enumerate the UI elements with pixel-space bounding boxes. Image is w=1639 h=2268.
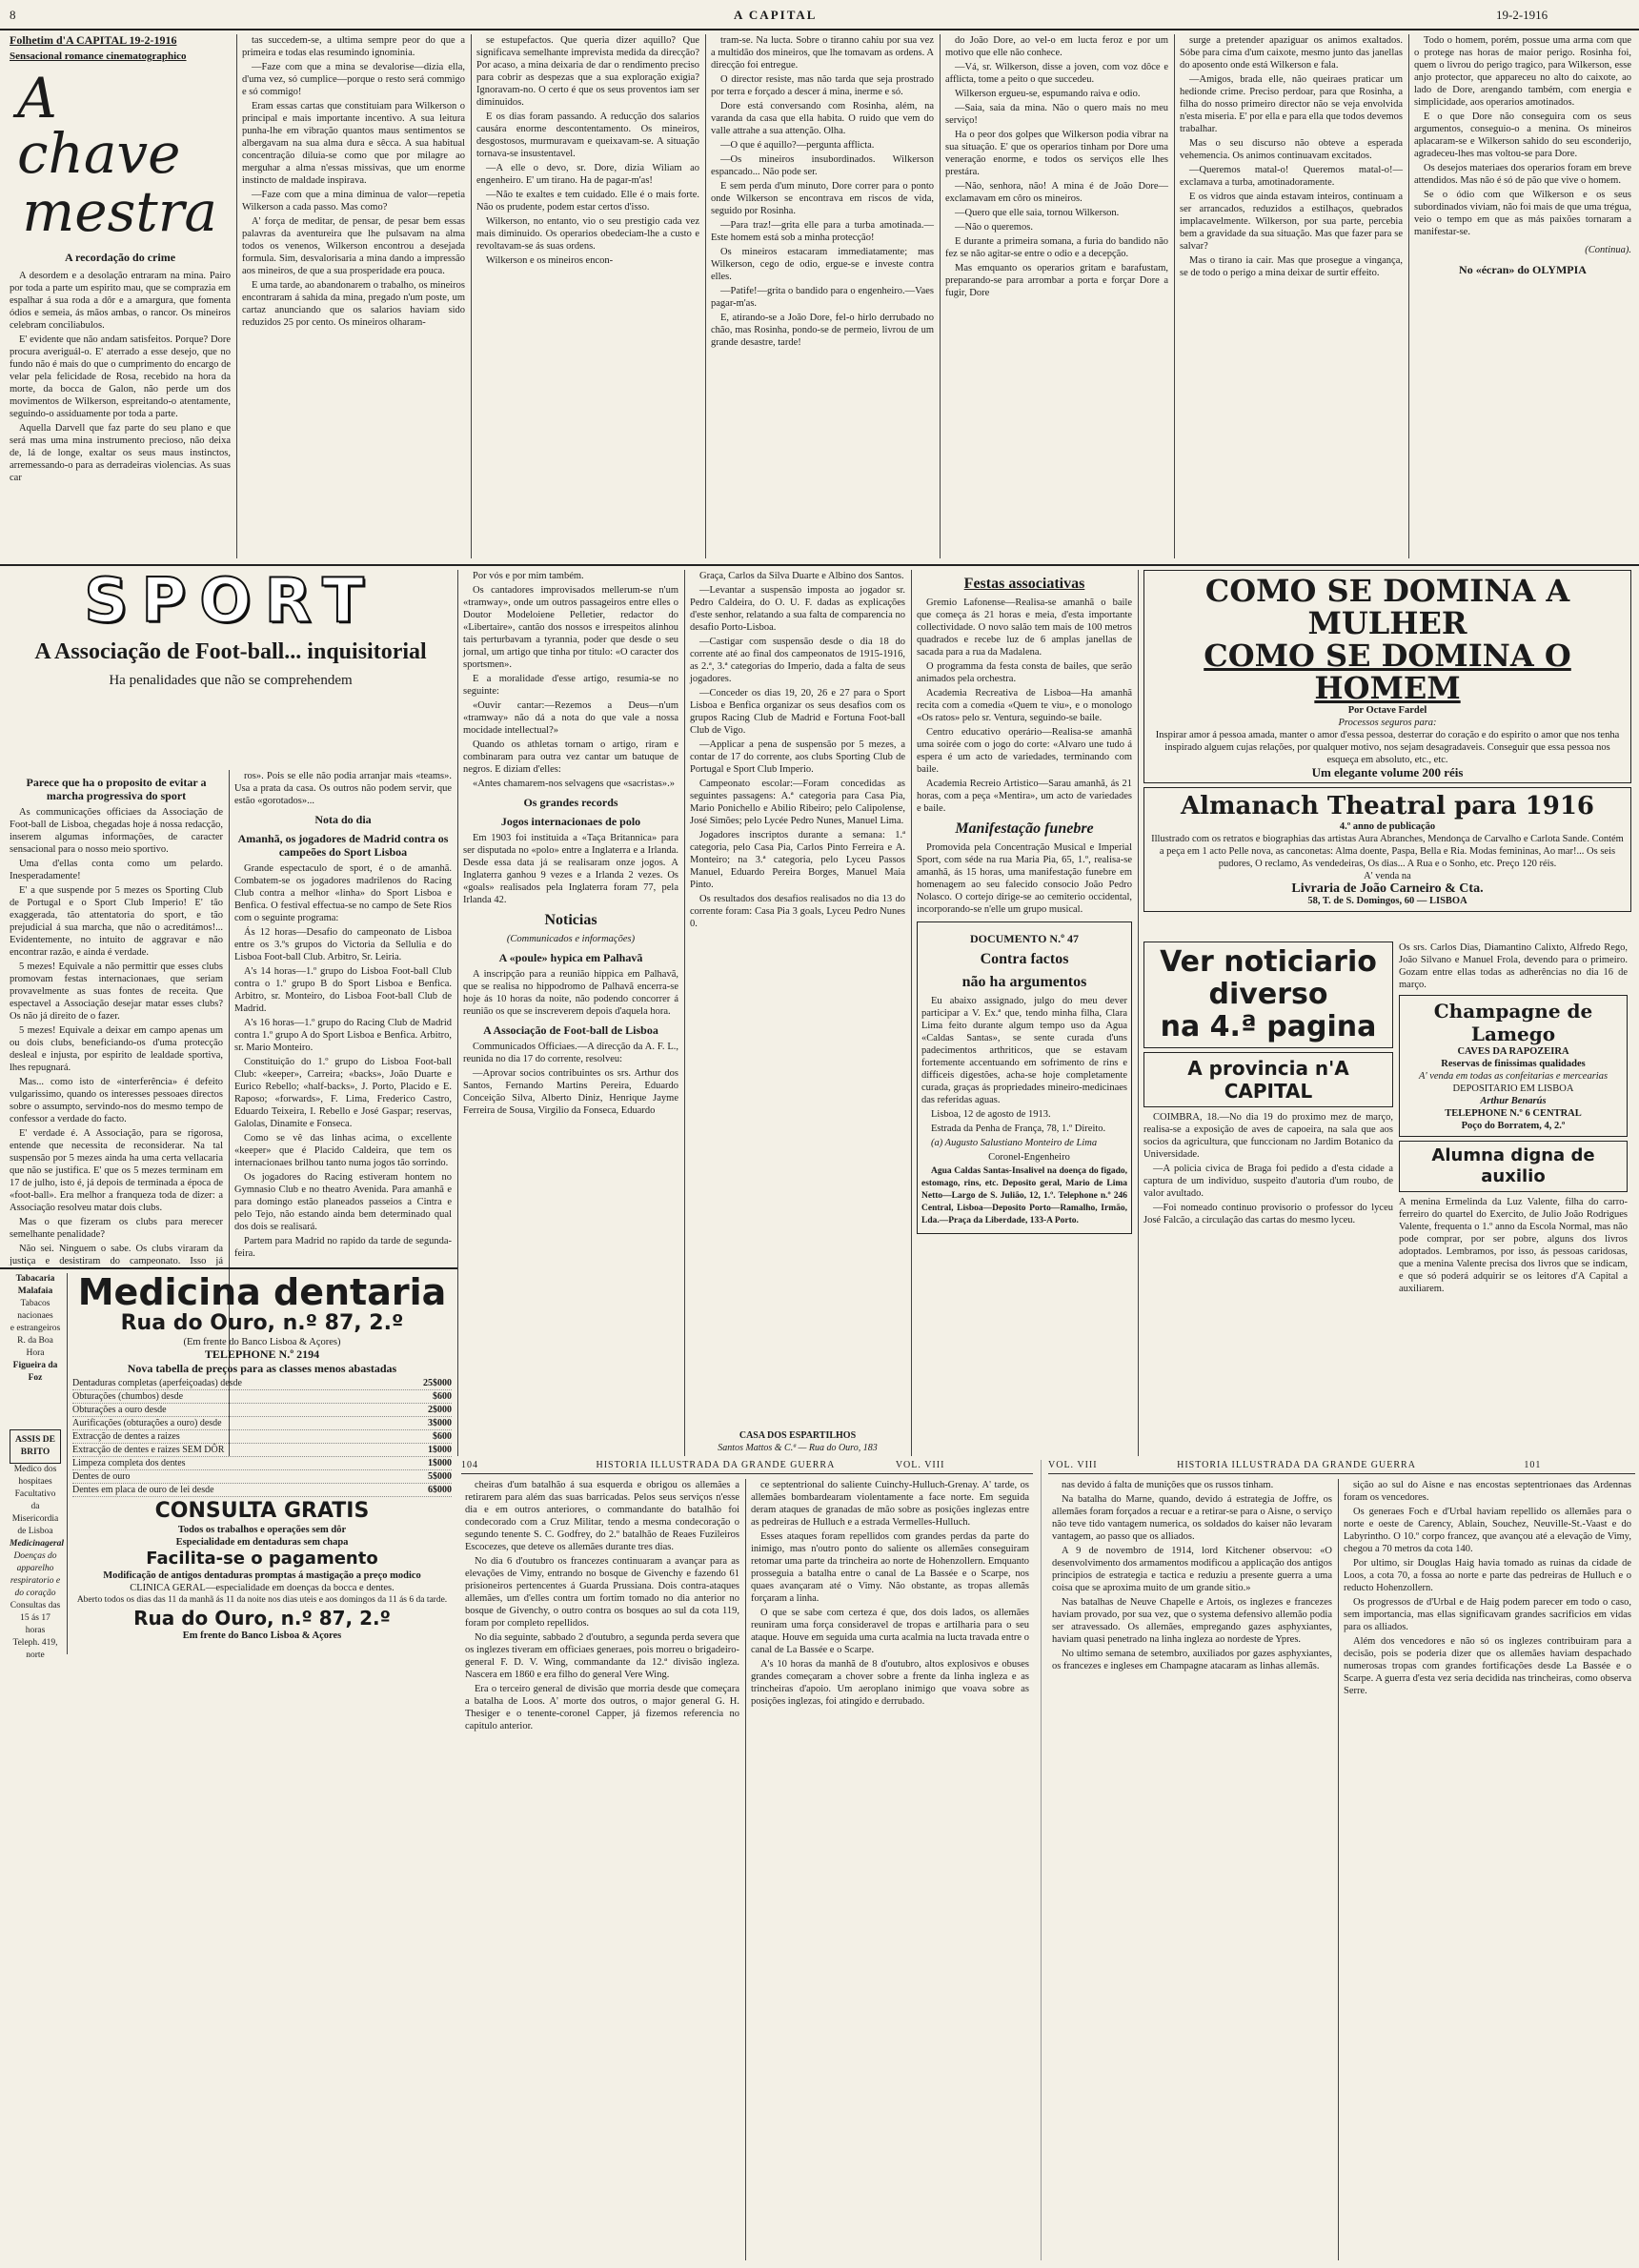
- medicina-table-title: Nova tabella de preços para as classes menos abastadas: [127, 1362, 397, 1375]
- history-page-num: 101: [1524, 1460, 1542, 1470]
- text-paragraph: A 9 de novembro de 1914, lord Kitchener observou: «O desenvolvimento dos armamentos modificou a applicação dos antigos principios de estrategia e tactica e reduziu a presente guerra a uma coisa que se aproxima muito de um grande sitio.»: [1052, 1546, 1332, 1593]
- history-volume: VOL. VIII: [895, 1460, 945, 1470]
- column-rule: [745, 1479, 746, 2260]
- text-paragraph: —Amigos, brada elle, não queiraes praticar um hedionde crime. Preciso perdoar, para que Rosinha, a filha do nosso primeiro director não se veja envolvida n'esta miseria. E' por ella e para ella que todos devemos trabalhar.: [1180, 74, 1403, 134]
- text-paragraph: se estupefactos. Que queria dizer aquillo? Que significava semelhante imprevista medida da direcção? Por acaso, a mina deixaria de dar o rendimento preciso para cobrir as despezas que a sua exploração exigia? Ignoravam-no. O certo é que os seus proventos iam ser diminuidos.: [476, 35, 699, 108]
- price-value: 1$000: [428, 1458, 452, 1468]
- aluna-box: [1399, 1141, 1628, 1192]
- history-title: HISTORIA ILLUSTRADA DA GRANDE GUERRA: [596, 1460, 836, 1470]
- text-paragraph: —A policia civica de Braga foi pedido a d'esta cidade a captura de um individuo, suspeito d'autoria d'um roubo, de valor avultado.: [1143, 1164, 1393, 1199]
- tabacaria-title: Tabacaria Malafaia: [15, 1274, 55, 1296]
- text-paragraph: Eu abaixo assignado, julgo do meu dever participar a V. Ex.ª que, tendo minha filha, Clara Lima feito durante algum tempo uso da Agua «Caldas Santas», se sente curada d'uns padecimentos arthriticos, que se estavam fortemente accentuando em sofrimento de rins e difficeis digestões, acha-se hoje completamente curada, graças ás propriedades mineiro-medicinaes das referidas aguas.: [921, 996, 1127, 1105]
- text-paragraph: —Patife!—grita o bandido para o engenheiro.—Vaes pagar-m'as.: [711, 286, 934, 309]
- assis-line: Medicinageral: [10, 1539, 64, 1549]
- documento-signature: (a) Augusto Salustiano Monteiro de Lima: [931, 1138, 1098, 1148]
- champagne-name: Arthur Benarús: [1480, 1096, 1547, 1106]
- text-paragraph: Os resultados dos desafios realisados no dia 13 do corrente foram: Casa Pia 3 goals, Lyceu Pedro Nunes 0.: [690, 894, 905, 929]
- text-paragraph: No dia 6 d'outubro os francezes continuaram a avançar para as elevações de Vimy, entrando no bosque de Givenchy e fazendo 61 prisioneiros pertencentes á Guarda Prussiana. Dois contra-ataques allemães, um d'elles contra um fortim tomado no dia anterior no bosque de Givenchy, o outro contra os bosques ao sul da cota 119, foram por completo repellidos.: [465, 1556, 739, 1629]
- history-column-3: [1048, 1479, 1336, 2260]
- text-paragraph: E uma tarde, ao abandonarem o trabalho, os mineiros encontraram á sahida da mina, pregado n'um poste, um cartaz anunciando que os salarios haviam sido reduzidos 25 por cento. Os mineiros olharam-: [242, 280, 465, 328]
- price-row: [72, 1470, 452, 1484]
- almanach-text: Illustrado com os retratos e biographias das artistas Aura Abranches, Mendonça de Carvalho e Carlota Sande. Contém a peça em 1 acto Pelle nova, as canconetas: Alma doente, Paspa, Bella e Ria. Modas femininas, Ao mar!... Os seis pudores, O reclamo, As vendedeiras, Os dias... A Rua e o Sonho, etc. Preço 120 réis.: [1151, 834, 1624, 869]
- text-paragraph: Os desejos materiaes dos operarios foram em breve attendidos. Mas não é só de pão que vive o homem.: [1414, 163, 1631, 186]
- almanach-venda: A' venda na: [1364, 871, 1411, 881]
- price-value: 2$000: [428, 1405, 452, 1415]
- text-paragraph: Mas... como isto de «interferência» é defeito vulgarissimo, quando os interesses pessoaes directos sobre o assumpto, servindo-nos do mesmo tempo de confessor a verdade do facto.: [10, 1077, 223, 1124]
- column-rule: [1408, 34, 1409, 558]
- ver-noticiario-box: [1143, 942, 1393, 1048]
- text-paragraph: —Não o queremos.: [955, 222, 1033, 233]
- tabacaria-ad: [6, 1273, 65, 1426]
- column-rule: [236, 34, 237, 558]
- price-value: 25$000: [423, 1378, 452, 1388]
- text-paragraph: Academia Recreio Artistico—Sarau amanhã, ás 21 horas, com a peça «Mentira», um acto de variedades e baile.: [917, 779, 1132, 814]
- text-paragraph: Mas o tirano ia cair. Mas que prosegue a vingança, se de todo o perigo a mina deixar de surtir effeito.: [1180, 255, 1403, 278]
- feuilleton-column-6: [1176, 34, 1406, 558]
- feuilleton-column-5: [941, 34, 1172, 558]
- text-paragraph: —Queremos matal-o! Queremos matal-o!—exclamava a turba, amotinadoramente.: [1180, 165, 1403, 188]
- text-paragraph: ros». Pois se elle não podia arranjar mais «teams». Usa a prata da casa. Os outros não podem servir, que estão «gorotados»...: [234, 771, 452, 806]
- text-paragraph: E o que Dore não conseguira com os seus argumentos, conseguio-o a menina. Os mineiros aplacaram-se e Wilkerson sahido do seu esconderijo, agradeceu-lhes mas voltou-se para Dore.: [1414, 111, 1631, 159]
- text-paragraph: E a moralidade d'esse artigo, resumia-se no seguinte:: [463, 674, 678, 697]
- documento-box: [917, 921, 1132, 1234]
- medicina-address: Rua do Ouro, n.º 87, 2.º: [120, 1311, 404, 1335]
- text-paragraph: ce septentrional do saliente Cuinchy-Hulluch-Grenay. A' tarde, os allemães bombardearam violentamente a face norte. Em seguida deram ataques de granadas de mão sobre as posições inglezas entre as pedreiras de Hulluch e a estrada Vermelles-Hulluch.: [751, 1480, 1029, 1528]
- espartilhos-title: CASA DOS ESPARTILHOS: [739, 1430, 857, 1441]
- assis-line: Medico dos hospitaes: [13, 1465, 57, 1487]
- como-title-2: COMO SE DOMINA O HOMEM: [1204, 638, 1571, 706]
- price-item: Aurificações (obturações a ouro) desde: [72, 1418, 222, 1428]
- text-paragraph: 5 mezes! Equivale a deixar em campo apenas um ou dois clubs, beneficiando-os d'uma protecção desleal e injusta, por espirito de lealdade sportiva, lhes repugnará.: [10, 1025, 223, 1073]
- feuilleton-column-3: [473, 34, 703, 558]
- sport-subhead: Ha penalidades que não se comprehendem: [109, 673, 353, 688]
- price-row: [72, 1484, 452, 1497]
- column-rule: [1174, 34, 1175, 558]
- consulta-sub: Todos os trabalhos e operações sem dôr: [177, 1525, 347, 1535]
- text-paragraph: Gremio Lafonense—Realisa-se amanhã o baile que começa ás 21 horas e meia, d'esta importante collectividade. O novo salão tem mais de 100 metros quadrados e recebe luz de 6 amplas janellas de sacada para a rua da Madalena.: [917, 597, 1132, 658]
- column-rule: [911, 570, 912, 1456]
- almanach-address: 58, T. de S. Domingos, 60 — LISBOA: [1307, 896, 1467, 906]
- text-paragraph: —Castigar com suspensão desde o dia 18 do corrente até ao final dos campeonatos de 1915-1916, as 2.ª, 3.ª categorias do Imperio, dada a falta de seus jogadores.: [690, 637, 905, 684]
- text-paragraph: Quando os athletas tornam o artigo, riram e combinaram para outra vez cantar um batuque de negros. E diziam d'elles:: [463, 739, 678, 775]
- especialidade: Especialidade em dentaduras sem chapa: [175, 1537, 349, 1548]
- como-title-1: COMO SE DOMINA A MULHER: [1204, 573, 1570, 641]
- text-paragraph: —Vá, sr. Wilkerson, disse a joven, com voz dôce e afflicta, tome a peito o que succedeu.: [945, 62, 1168, 85]
- text-paragraph: Por ultimo, sir Douglas Haig havia tomado as ruinas da cidade de Loos, a cota 70, a fossa ao norte e parte das pedreiras de Hulluch e o reducto Hohenzollern.: [1344, 1558, 1631, 1593]
- ver-noticiario-1: Ver noticiario: [1160, 945, 1377, 979]
- text-paragraph: No ultimo semana de setembro, auxiliados por gazes asphyxiantes, os francezes e ingleses em Champagne atacaram as linhas allemãs.: [1052, 1649, 1332, 1671]
- text-paragraph: —A elle o devo, sr. Dore, dizia Wiliam ao engenheiro. E' um tirano. Ha de pagar-m'as!: [476, 163, 699, 186]
- text-paragraph: COIMBRA, 18.—No dia 19 do proximo mez de março, realisa-se a exposição de aves de capoeira, na sala que aos socios da agricultura, que funccionam no Jardim Botanico da Universidade.: [1143, 1112, 1393, 1160]
- price-value: $600: [433, 1391, 452, 1402]
- column-rule: [1138, 570, 1139, 1456]
- afl-title: A Associação de Foot-ball de Lisboa: [483, 1023, 658, 1037]
- text-paragraph: «Ouvir cantar:—Rezemos a Deus—n'um «tramway» não dá a nota do que vale a nossa mocidade intellectual?»: [463, 700, 678, 736]
- feuilleton-column-4: [707, 34, 938, 558]
- column-rule: [705, 34, 706, 558]
- price-row: [72, 1390, 452, 1404]
- text-paragraph: —Applicar a pena de suspensão por 5 mezes, a contar de 17 do corrente, aos clubs Sporting Club de Portugal e Sport Club Imperio.: [690, 739, 905, 775]
- text-paragraph: —O que é aquillo?—pergunta afflicta.: [720, 140, 875, 151]
- feuilleton-credit: No «écran» do OLYMPIA: [1459, 263, 1587, 276]
- feuilleton-title-line1: A chave: [17, 66, 181, 186]
- text-paragraph: Graça, Carlos da Silva Duarte e Albino dos Santos.: [699, 571, 904, 581]
- text-paragraph: cheiras d'um batalhão á sua esquerda e obrigou os allemães a retirarem para além das suas barricadas. Pelos seus serviços n'esse dia e em outros anteriores, o commandante do batalhão foi condecorado com a Cruz Militar, tendo a mesma condecoração o segundo tenente S. C. Godfrey, do 2.º batalhão de Reaes Fuzileiros Escocezes, que deteve os allemães durante tres dias.: [465, 1480, 739, 1552]
- history-column-4: [1340, 1479, 1635, 2260]
- page-number: 8: [10, 8, 17, 22]
- feuilleton-paragraph: Aquella Darvell que faz parte do seu plano e que será mas uma mina instrumento precioso, não deixa de, lá de longe, exaltar os seus maus instinctos, arremessando-o para as derradeiras violencias. As suas car: [10, 423, 231, 483]
- feuilleton-paragraph: E' evidente que não andam satisfeitos. Porque? Dore procura averiguál-o. E' aterrado a esse desejo, que no fundo não é mais do que o cumprimento do encargo de velar pela felicidade de Rosa, recebido na hora da morte, da bocca de Galon, não perde um dos movimentos de Wilkerson, espreitando-o atentamente, seguindo-o assiduamente por toda a parte.: [10, 334, 231, 419]
- funebre-title: Manifestação funebre: [955, 820, 1094, 837]
- sport-box-title: Parece que ha o proposito de evitar a marcha progressiva do sport: [26, 776, 207, 802]
- text-paragraph: Promovida pela Concentração Musical e Imperial Sport, com séde na rua Maria Pia, 65, 1.º, realisa-se amanhã, ás 15 horas, uma manifestação funebre em homenagem ao seu falecido consocio João Pedro Nolasco. O cortejo dirige-se ao cemiterio occidental, incorporando-se n'elle um grupo musical.: [917, 842, 1132, 915]
- text-paragraph: A' força de meditar, de pensar, de pesar bem essas palavras da aventureira que lhe pulsavam na alma todos os venenos, Wilkerson encontrou a desejada formula. Sim, desvalorisaria a mina dando a impressão aos mineiros, de que a sua prosperidade era pouca.: [242, 216, 465, 276]
- feuilleton-column-7: [1410, 34, 1635, 558]
- text-paragraph: Os cantadores improvisados mellerum-se n'um «tramway», onde um outros passageiros entre elles o Doutor Modeloiene Pelletier, redactor do «Libertaire», cantão dos nossos e irrespeitos alinhou tais perturbavam a tyrannia, poder que desde o seu jornal, um artigo que tinha por titulo: «O caracter dos sportsmen».: [463, 585, 678, 670]
- champagne-sub: CAVES DA RAPOZEIRA: [1457, 1046, 1569, 1057]
- section-divider: [0, 564, 1639, 566]
- price-item: Dentes em placa de ouro de lei desde: [72, 1485, 214, 1495]
- facilita: Facilita-se o pagamento: [146, 1549, 378, 1569]
- champagne-qual: Reservas de finissimas qualidades: [1441, 1059, 1586, 1069]
- price-row: [72, 1404, 452, 1417]
- festas-column: [913, 570, 1136, 1456]
- price-table: [72, 1377, 452, 1497]
- column-rule: [67, 1273, 68, 1654]
- newspaper-title: A CAPITAL: [734, 8, 818, 22]
- documento-address: Estrada da Penha de França, 78, 1.º Direito.: [931, 1124, 1106, 1134]
- como-text: Inspirar amor á pessoa amada, manter o amor d'essa pessoa, desterrar do coração e do espirito o amor que nos tenha inspirado alguem cujas relações, por qualquer motivo, nos sejam desagradaveis. Conseguir que essa pessoa nos esqueça em absoluto, etc., etc.: [1155, 730, 1620, 765]
- noticias-subtitle: (Communicados e informações): [506, 934, 636, 944]
- tabacaria-line: R. da Boa Hora: [17, 1336, 53, 1358]
- records-title: Os grandes records: [523, 796, 618, 809]
- text-paragraph: Wilkerson e os mineiros encon-: [486, 255, 614, 266]
- text-paragraph: —Faze com que a mina diminua de valor—repetia Wilkerson a cada passo. Mas como?: [242, 190, 465, 213]
- price-value: $600: [433, 1431, 452, 1442]
- almanach-ad: [1143, 787, 1631, 912]
- text-paragraph: Nas batalhas de Neuve Chapelle e Artois, os inglezes e francezes haviam provado, por sua vez, que o systema defensivo allemão podia ser atravessado. Os allemães, empregando gazes asphyxiantes, haviam quasi penetrado na linha ingleza ao nordeste de Ypres.: [1052, 1597, 1332, 1645]
- text-paragraph: Uma d'ellas conta como um pelardo. Inesperadamente!: [10, 859, 223, 881]
- documento-rank: Coronel-Engenheiro: [988, 1152, 1070, 1163]
- price-row: [72, 1430, 452, 1444]
- price-row: [72, 1444, 452, 1457]
- tabacaria-line: Tabacos nacionaes: [17, 1299, 53, 1321]
- feuilleton-title-line2: mestra: [22, 179, 217, 244]
- champagne-ad: [1399, 995, 1628, 1137]
- assis-line: Doenças do apparelho respiratorio e do coração: [10, 1551, 61, 1598]
- text-paragraph: —Saia, saia da mina. Não o quero mais no meu serviço!: [945, 103, 1168, 126]
- text-paragraph: —Aprovar socios contribuintes os srs. Arthur dos Santos, Fernando Martins Pereira, Eduardo Conceição Silva, Alberto Diniz, Henrique Jayme Ferreira de Sousa, Virgilio da Fonseca, Eduardo: [463, 1068, 678, 1116]
- text-paragraph: O que se sabe com certeza é que, dos dois lados, os allemães reuniram uma força consideravel de tropas e artilharia para o seu ataque. Houve em seguida uma curta acalmia na lucta travada entre o canal de La Bassée e o Scarpe.: [751, 1608, 1029, 1655]
- text-paragraph: —Faze com que a mina se devalorise—dizia ella, d'uma vez, só cumplice—porque o resto será commigo e só commigo!: [242, 62, 465, 97]
- assis-title: ASSIS DE BRITO: [10, 1429, 61, 1464]
- text-paragraph: —Não, senhora, não! A mina é de João Dore—exclamavam em côro os mineiros.: [945, 181, 1168, 204]
- text-paragraph: Jogadores inscriptos durante a semana: 1.ª categoria, pelo Casa Pia, Carlos Pinto Ferreira e A. Monteiro; na 3.ª categoria, pelo Lyceu Passos Manuel, Eduardo Pereira Borges, Manuel Maia Pinto.: [690, 830, 905, 890]
- tabacaria-line: e estrangeiros: [10, 1324, 61, 1333]
- text-paragraph: do João Dore, ao vel-o em lucta feroz e por um motivo que elle não conhece.: [945, 35, 1168, 58]
- sport-text-column-a: [6, 770, 227, 1266]
- sport-text-column-c: [459, 570, 682, 1456]
- documento-title-a: Contra factos: [980, 951, 1069, 967]
- text-paragraph: Os generaes Foch e d'Urbal haviam repellido os allemães para o norte e oeste de Carency, Ablain, Souchez, Neuville-St.-Vaast e do Labyrintho. O 10.º corpo francez, que avançou até a elevação de Vimy, chegou a 70 metros da cota 140.: [1344, 1507, 1631, 1554]
- text-paragraph: E, atirando-se a João Dore, fel-o hirlo derrubado no chão, mas Rosinha, pondo-se de permeio, livrou de um grande desastre, tarde!: [711, 313, 934, 348]
- medicina-dentaria-ad: [69, 1273, 455, 1654]
- text-paragraph: Wilkerson ergueu-se, espumando raiva e odio.: [955, 89, 1141, 99]
- sport-headline: A Associação de Foot-ball... inquisitorial: [34, 639, 427, 664]
- text-paragraph: Communicados Officiaes.—A direcção da A. F. L., reunida no dia 17 do corrente, resolveu:: [463, 1042, 678, 1064]
- assis-line: Facultativo da Misericordia de Lisboa: [11, 1489, 59, 1536]
- text-paragraph: E os dias foram passando. A reducção dos salarios causára enorme descontentamento. Os mineiros, desgostosos, murmuravam e queixavam-se. A situação tornava-se insustentavel.: [476, 111, 699, 159]
- text-paragraph: Eram essas cartas que constituiam para Wilkerson o principal e mais importante incentivo. A sua leitura punha-lhe em vibração quantos maus sentimentos se albergavam na sua alma dura e sêcca. A sua habitual concentração diluia-se como que por milagre ao merguhar a alma n'essas missivas, que um enorme instincto de maldade inspirava.: [242, 101, 465, 186]
- text-paragraph: nas devido á falta de munições que os russos tinham.: [1062, 1480, 1274, 1490]
- text-paragraph: sição ao sul do Aisne e nas encostas septentrionaes das Ardennas foram os vencedores.: [1344, 1480, 1631, 1503]
- column-rule: [457, 570, 458, 1456]
- almanach-title: Almanach Theatral para 1916: [1180, 792, 1595, 820]
- medicina-footer-address: Rua do Ouro, n.º 87, 2.º: [133, 1607, 391, 1630]
- text-paragraph: Além dos vencedores e não só os inglezes contribuiram para a decisão, pois se poderia dizer que os allemães haviam despachado numerosas tropas com grandes fortificações desde La Bassée e o Scarpe. A guerra d'esta vez seria decidida nas trincheiras, como observa Serre.: [1344, 1636, 1631, 1696]
- history-column-1: [461, 1479, 743, 2260]
- provincia-box: [1143, 1052, 1393, 1107]
- text-paragraph: O director resiste, mas não tarda que seja prostrado por terra e forçado a descer á mina, inerme e só.: [711, 74, 934, 97]
- champagne-dep: DEPOSITARIO EM LISBOA: [1452, 1083, 1574, 1094]
- ver-noticiario-2: diverso: [1208, 978, 1328, 1011]
- issue-date: 19-2-1916: [1496, 8, 1548, 22]
- consulta-title: CONSULTA GRATIS: [154, 1499, 370, 1523]
- column-rule: [684, 570, 685, 1456]
- page-fold: [1041, 1460, 1042, 2260]
- text-paragraph: Wilkerson, no entanto, vio o seu prestigio cada vez mais diminuido. Os operarios obedeciam-lhe a custo e revoltavam-se ás suas ordens.: [476, 216, 699, 252]
- price-value: 6$000: [428, 1485, 452, 1495]
- intro-right-text: Os srs. Carlos Dias, Diamantino Calixto, Alfredo Rego, João Silvano e Manuel Frola, devendo para o primeiro. Gozam entre ellas todas as adherências no dia 16 de março.: [1399, 942, 1628, 990]
- champagne-tel: TELEPHONE N.º 6 CENTRAL: [1445, 1108, 1582, 1119]
- history-header-right: [1048, 1460, 1635, 1474]
- text-paragraph: A's 10 horas da manhã de 8 d'outubro, altos explosivos e obuses grandes começaram a chover sobre a frente da linha ingleza e as trincheiras d'apoio. Um aeroplano inimigo que voava sobre as posições inglezas, foi atingido e derrubado.: [751, 1659, 1029, 1707]
- documento-place: Lisboa, 12 de agosto de 1913.: [931, 1109, 1051, 1120]
- column-rule: [940, 34, 941, 558]
- text-paragraph: Se o ódio com que Wilkerson e os seus subordinados viviam, não foi mais de que uma trégua, veio o tempo em que as más paixões tornaram a manifestar-se.: [1414, 190, 1631, 237]
- nota-do-dia-title: Nota do dia: [314, 813, 372, 826]
- price-row: [72, 1417, 452, 1430]
- feuilleton-continua: (Continua).: [1585, 245, 1631, 255]
- documento-number: DOCUMENTO N.º 47: [969, 932, 1080, 945]
- espartilhos-ad: [686, 1429, 909, 1454]
- text-paragraph: —Os mineiros insubordinados. Wilkerson espancado... Não pode ser.: [711, 154, 934, 177]
- masthead: [0, 0, 1639, 30]
- price-value: 1$000: [428, 1445, 452, 1455]
- history-title: HISTORIA ILLUSTRADA DA GRANDE GUERRA: [1177, 1460, 1416, 1470]
- assis-line: Teleph. 419, norte: [12, 1638, 58, 1658]
- column-rule: [471, 34, 472, 558]
- feuilleton-subheader: Sensacional romance cinematographico: [10, 51, 187, 62]
- text-paragraph: Como se vê das linhas acima, o excellente «keeper» que é Placido Caldeira, que tem os internacionaes brilhou tanto numa jogos tão sorrindo.: [234, 1133, 452, 1168]
- almanach-year: 4.º anno de publicação: [1339, 821, 1436, 832]
- text-paragraph: Todo o homem, porém, possue uma arma com que o protege nas horas de maior perigo. Rosinha foi, quem o livrou do perigo tragico, para Wilkerson, esse anjo protector, que appareceu no alto do caixote, ao lado de Dore, arengando também, com energia e simplicidade, aos operarios amotinados.: [1414, 35, 1631, 108]
- text-paragraph: —Foi nomeado continuo provisorio o professor do lyceu José Falcão, a circulação das cartas do mesmo lyceu.: [1143, 1203, 1393, 1225]
- text-paragraph: —Não te exaltes e tem cuidado. Elle é o mais forte. Não os prudente, podem estar certos d'isso.: [476, 190, 699, 213]
- text-paragraph: Mas emquanto os operarios gritam e barafustam, preparando-se para arrombar a porta e forçar Dore a fugir, Dore: [945, 263, 1168, 298]
- sport-text-column-b: [231, 770, 455, 1266]
- horario: Aberto todos os dias das 11 da manhã ás 11 da noite nos dias uteis e aos domingos da 11 ás 6 da tarde.: [76, 1595, 448, 1605]
- medicina-subaddress: (Em frente do Banco Lisboa & Açores): [183, 1337, 341, 1347]
- text-paragraph: Constituição do 1.º grupo do Lisboa Foot-ball Club: «keeper», Carreira; «backs», João Duarte e Eurico Rebello; «half-backs», J. Porto, Placido e E. Raposo; «forwards», F. Lima, Frederico Castro, Eduardo Teixeira, I. Rebello e José Gaspar; reservas, Galolas, Dinamite e Fonseca.: [234, 1057, 452, 1129]
- medicina-footer-sub: Em frente do Banco Lisboa & Açores: [182, 1630, 342, 1641]
- column-rule: [1338, 1479, 1339, 2260]
- champagne-title: Champagne de Lamego: [1433, 1000, 1593, 1045]
- documento-footer: Agua Caldas Santas-Insalivel na doença do figado, estomago, rins, etc. Deposito geral, Mario de Lima Netto—Largo de S. Julião, 12, 1.º. Telephone n.º 246 Central, Lisboa—Deposito Porto—Ramalho, Irmão, Lda.—Praça da Liberdade, 133-A Porto.: [921, 1166, 1127, 1225]
- poule-title: A «poule» hypica em Palhavã: [498, 951, 643, 964]
- text-paragraph: 5 mezes! Equivale a não permittir que esses clubs promovam festas internacionaes, que seriam provavelmente as suas fontes de receita. Que espectavel a Associação desejar matar esses clubs? Os não já direito de o fazer.: [10, 962, 223, 1022]
- text-paragraph: E' a que suspende por 5 mezes os Sporting Club de Portugal e o Sport Club Imperio! E' tão exaggerada, tão attentatoria do sport, e tão prejudicial á sua marcha, que não o acreditámos!... Evidentemente, no intuito de aggravar e não encontrar razão, e ainda é verdade.: [10, 885, 223, 958]
- text-paragraph: Academia Recreativa de Lisboa—Ha amanhã recita com a comedia «Quem te viu», e o monologo «Os ratos» pelo sr. Ventura, seguindo-se baile.: [917, 688, 1132, 723]
- price-item: Obturações (chumbos) desde: [72, 1391, 184, 1402]
- text-paragraph: A's 16 horas—1.º grupo do Racing Club de Madrid contra 1.º grupo A do Sport Lisboa e Benfica. Arbitro, sr. Mario Monteiro.: [234, 1018, 452, 1053]
- text-paragraph: Mas o que fizeram os clubs para merecer semelhante penalidade?: [10, 1217, 223, 1240]
- champagne-venda: A' venda em todas as confeitarias e mercearias: [1418, 1071, 1609, 1082]
- como-sub: Processos seguros para:: [1338, 718, 1437, 728]
- section-divider: [0, 1267, 457, 1269]
- text-paragraph: Esses ataques foram repellidos com grandes perdas da parte do inimigo, mas n'outro ponto do saliente os allemães conseguiram retomar uma parte da trincheira ao norte de Hohenzollern. Emquanto prosseguia a batalha entre o canal de La Bassée e o Scarpe, nos quaes avançaram até o Vimy. Não obstante, as tropas allemãs forçaram a linha.: [751, 1531, 1029, 1604]
- price-item: Obturações a ouro desde: [72, 1405, 167, 1415]
- text-paragraph: Não sei. Ninguem o sabe. Os clubs viraram da justiça e desistiram do campeonato. Isso já: [10, 1244, 223, 1266]
- text-paragraph: Centro educativo operário—Realisa-se amanhã uma soirée com o jogo do corte: «Alvaro une tudo á espera é um acto de variedades, terminando com baile.: [917, 727, 1132, 775]
- text-paragraph: Era o terceiro general de divisão que morria desde que começara a batalha de Loos. A' morte dos outros, o major general G. H. Thesiger e o tenente-coronel Capper, já fizemos referencia no capitulo anterior.: [465, 1684, 739, 1731]
- provincia-title: A provincia n'A CAPITAL: [1187, 1057, 1349, 1103]
- text-paragraph: O programma da festa consta de bailes, que serão animados pela orchestra.: [917, 661, 1132, 684]
- feuilleton-paragraph: A desordem e a desolação entraram na mina. Pairo por toda a parte um espirito mau, que se comprazia em espalhar á sua roda a dôr e a amargura, que fomenta ódios e semeia, ás mãos ambas, o rancor. Os mineiros celebram conciliabulos.: [10, 271, 231, 331]
- assis-ad: [6, 1429, 65, 1658]
- text-paragraph: Grande espectaculo de sport, é o de amanhã. Combatem-se os jogadores madrilenos do Racing Club contra a melhor «linha» do Sport Lisboa e Benfica. O festival effectua-se no campo de Sete Rios com o seguinte programa:: [234, 863, 452, 923]
- text-paragraph: Ás 12 horas—Desafio do campeonato de Lisboa entre os 3.ºs grupos do Victoria da Sellulia e do Lisboa Foot-ball Club. Arbitro, Sr. Leiria.: [234, 927, 452, 962]
- price-row: [72, 1457, 452, 1470]
- price-item: Limpeza completa dos dentes: [72, 1458, 186, 1468]
- price-value: 3$000: [428, 1418, 452, 1428]
- text-paragraph: Por vós e por mim também.: [473, 571, 584, 581]
- modificacao: Modificação de antigos dentaduras promptas á mastigação a preço modico: [103, 1570, 421, 1581]
- text-paragraph: surge a pretender apaziguar os animos exaltados. Sóbe para cima d'um caixote, mesmo junto das janellas do aposento onde está Wilkerson e fala.: [1180, 35, 1403, 71]
- text-paragraph: No dia seguinte, sabbado 2 d'outubro, a segunda perda severa que os inglezes tiveram em officiaes generaes, pois morreu o brigadeiro-general F. D. V. Wing, commandante da 12.ª divisão ingleza. Nascera em 1860 e era filho do general Vere Wing.: [465, 1632, 739, 1680]
- almanach-livraria: Livraria de João Carneiro & Cta.: [1291, 881, 1484, 896]
- text-paragraph: Os jogadores do Racing estiveram hontem no Gymnasio Club e no theatro Avenida. Para amanhã e para domingo estão planeados passeios a Cintra e pelo Tejo, não estando ainda bem determinado qual dos dois se realisará.: [234, 1172, 452, 1232]
- como-volume: Um elegante volume 200 réis: [1311, 765, 1464, 780]
- medicina-title: Medicina dentaria: [77, 1273, 447, 1313]
- noticias-title: Noticias: [544, 912, 597, 928]
- history-volume: VOL. VIII: [1048, 1460, 1098, 1470]
- price-item: Dentaduras completas (aperfeiçoadas) desde: [72, 1378, 242, 1388]
- polo-title: Jogos internacionaes de polo: [500, 815, 641, 828]
- text-paragraph: —Conceder os dias 19, 20, 26 e 27 para o Sport Lisboa e Benfica organizar os seus desafios com os grupos Racing Club de Madrid e Fortuna Foot-ball Club de Vigo.: [690, 688, 905, 736]
- text-paragraph: Os mineiros estacaram immediatamente; mas Wilkerson, cego de odio, ergue-se e investe contra elles.: [711, 247, 934, 282]
- festas-title: Festas associativas: [963, 576, 1085, 592]
- text-paragraph: Ha o peor dos golpes que Wilkerson podia vibrar na sua situação. E' que os operarios tinham por Dore uma veneração enorme, e todos os serviços elle lhes prestára.: [945, 130, 1168, 177]
- history-header-left: [461, 1460, 1033, 1474]
- medicina-phone: TELEPHONE N.º 2194: [204, 1347, 320, 1361]
- sport-text-column-d: [686, 570, 909, 1428]
- sport-section-title: SPORT: [84, 570, 377, 637]
- text-paragraph: Na batalha do Marne, quando, devido á estrategia de Joffre, os allemães foram forçados a recuar e a retirar-se para o Aisne, o serviço não teve tido vantagem numerica, os soldados do kaiser não levaram vantagem, ao passo que os alliados.: [1052, 1494, 1332, 1542]
- ver-noticiario-3: na 4.ª pagina: [1160, 1010, 1377, 1043]
- text-paragraph: A inscripção para a reunião hippica em Palhavã, que se realisa no hippodromo de Palhavã encerra-se hoje ás 10 horas da noite, não podendo concorrer á reunião os que se inscreverem depois d'aquela hora.: [463, 969, 678, 1017]
- feuilleton-column-2: [238, 34, 469, 558]
- text-paragraph: E os vidros que ainda estavam inteiros, continuam a ser arrancados, reduzidos a estilhaços, quebrados implacavelmente. Wilkerson, por sua parte, percebia bem a gravidade da sua situação. Mas que fazer para se salvar?: [1180, 192, 1403, 252]
- como-se-domina-ad: [1143, 570, 1631, 783]
- text-paragraph: As communicações officiaes da Associação de Foot-ball de Lisboa, chegadas hoje á nossa redacção, inserem algumas informações, de caracter sensacional para o nosso meio sportivo.: [10, 807, 223, 855]
- right-ads-column: [1140, 570, 1635, 1456]
- text-paragraph: Campeonato escolar:—Foram concedidas as seguintes passagens: A.ª categoria para Casa Pia, Mario Ponichello e Abilio Ribeiro; pelo Calipolense, José Simões; pelo Lycée Pedro Nunes, Manuel Lima.: [690, 779, 905, 826]
- assis-line: Consultas das 15 ás 17 horas: [10, 1601, 61, 1635]
- text-paragraph: —Para traz!—grita elle para a turba amotinada.—Este homem está sob a minha protecção!: [711, 220, 934, 243]
- price-item: Extracção de dentes e raizes SEM DÔR: [72, 1445, 225, 1455]
- clinica: CLINICA GERAL—especialidade em doenças da bocca e dentes.: [130, 1583, 395, 1593]
- text-paragraph: «Antes chamarem-nos selvagens que «sacristas».»: [473, 779, 675, 789]
- espartilhos-address: Santos Mattos & C.ª — Rua do Ouro, 183: [718, 1443, 878, 1453]
- aluna-text: A menina Ermelinda da Luz Valente, filha do carro-ferreiro do quartel do Exercito, de Julio João Rodrigues Valente, frequenta o 1.º anno da Escola Normal, mas não pode comprar, por ser pobre, alguns dos livros adoptados. Lembramos, por isso, ás pessoas caridosas, que a menina Valente precisa dos livros que se indicam, e que só poderá adquirir se os leitores d'A Capital a auxiliarem.: [1399, 1197, 1628, 1294]
- text-paragraph: Partem para Madrid no rapido da tarde de segunda-feira.: [234, 1236, 452, 1259]
- feuilleton-column-1: [6, 34, 234, 558]
- text-paragraph: —Levantar a suspensão imposta ao jogador sr. Pedro Caldeira, do O. U. F. dadas as explicações d'este senhor, relatando a sua falta de comparencia no desafio Porto-Lisboa.: [690, 585, 905, 633]
- documento-title-b: não ha argumentos: [961, 974, 1087, 990]
- feuilleton-header: Folhetim d'A CAPITAL 19-2-1916: [10, 34, 177, 47]
- price-item: Dentes de ouro: [72, 1471, 131, 1482]
- text-paragraph: E' verdade é. A Associação, para se rigorosa, entende que necessita de reconsiderar. Na tal suspensão por 5 mezes ainda ha uma certa vellacaria que não se justifica. E' que os 5 mezes terminam em 17 de julho, isto é, já depois de terminada a época de «foot-ball». Era melhor a franqueza toda de dizer: a Associação resolveu matar dois clubs.: [10, 1128, 223, 1213]
- history-column-2: [747, 1479, 1033, 2260]
- como-author: Por Octave Fardel: [1347, 705, 1427, 716]
- text-paragraph: E durante a primeira somana, a furia do bandido não fez se não agitar-se entre o odio e a decepção.: [945, 236, 1168, 259]
- price-row: [72, 1377, 452, 1390]
- price-item: Extracção de dentes a raizes: [72, 1431, 180, 1442]
- aluna-title: Alumna digna de auxilio: [1431, 1145, 1595, 1186]
- text-paragraph: Mas o seu discurso não obteve a esperada vehemencia. Os animos continuavam excitados.: [1180, 138, 1403, 161]
- text-paragraph: tram-se. Na lucta. Sobre o tiranno cahiu por sua vez a multidão dos mineiros, que lhe tomavam as ordens. A direcção foi entregue.: [711, 35, 934, 71]
- history-page-num: 104: [461, 1460, 478, 1470]
- text-paragraph: Dore está conversando com Rosinha, além, na varanda da casa que ella habita. O ruido que vem do valle attrahe a sua attenção. Olha.: [711, 101, 934, 136]
- tabacaria-line: Figueira da Foz: [12, 1361, 58, 1383]
- champagne-address: Poço do Borratem, 4, 2.º: [1461, 1121, 1566, 1131]
- text-paragraph: Em 1903 foi instituida a «Taça Britannica» para ser disputada no «polo» entre a Inglaterra e a Irlanda. Desde essa data já se realisaram onze jogos. A Inglaterra ganhou 9 vezes e a Irlanda 2 vezes. Os «goals» realisados pela Inglaterra foram 77, pela Irlanda 42.: [463, 833, 678, 905]
- text-paragraph: A's 14 horas—1.º grupo do Lisboa Foot-ball Club contra o 1.º grupo B do Sport Lisboa e Benfica. Arbitro, sr. Monteiro, do Lisboa Foot-ball Club de Madrid.: [234, 966, 452, 1014]
- text-paragraph: Os progressos de d'Urbal e de Haig podem parecer em todo o caso, sem importancia, mas ellas significavam grandes sacrificios em vidas para os alliados.: [1344, 1597, 1631, 1632]
- chapter-title: A recordação do crime: [64, 251, 176, 264]
- text-paragraph: tas succedem-se, a ultima sempre peor do que a primeira e todas elas resumindo ignominia.: [242, 35, 465, 58]
- text-paragraph: —Quero que elle saia, tornou Wilkerson.: [955, 208, 1120, 218]
- price-value: 5$000: [428, 1471, 452, 1482]
- madrid-headline: Amanhã, os jogadores de Madrid contra os campeões do Sport Lisboa: [237, 832, 449, 859]
- text-paragraph: E sem perda d'um minuto, Dore correr para o ponto onde Wilkerson se encontrava em riscos de vida, seguido por Rosinha.: [711, 181, 934, 216]
